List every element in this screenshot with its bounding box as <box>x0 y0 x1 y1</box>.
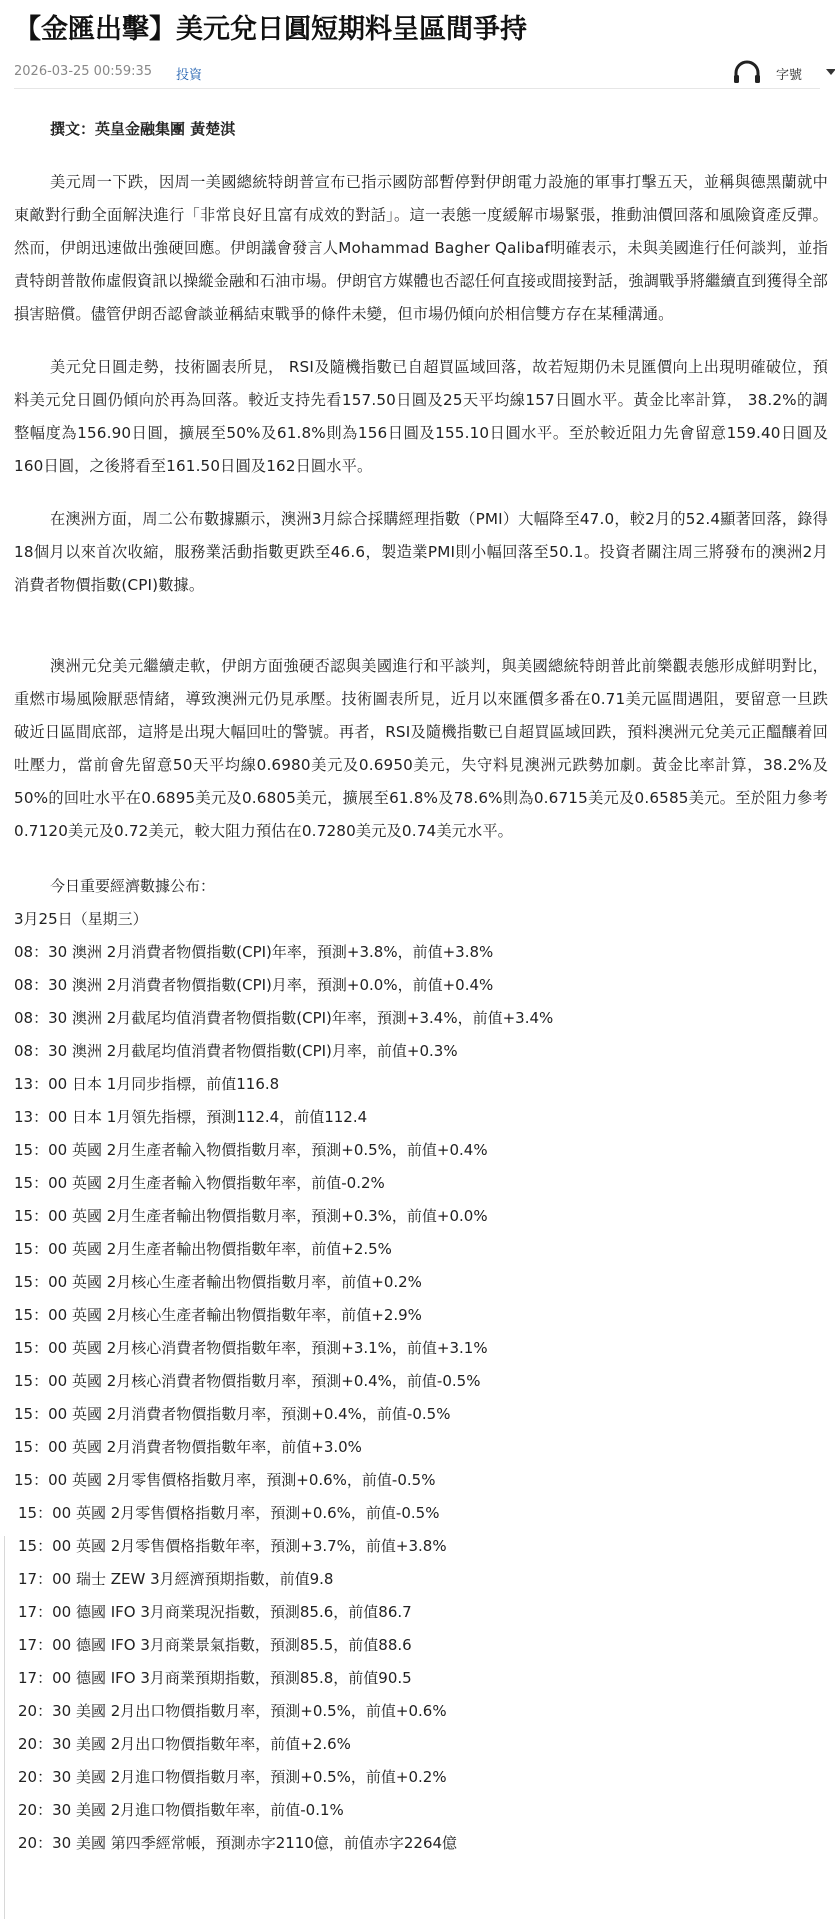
paragraph: 美元兌日圓走勢，技術圖表所見， RSI及隨機指數已自超買區域回落，故若短期仍未見匯價向上出現明確破位，預料美元兌日圓仍傾向於再為回落。較近支持先看157.50日圓及25天平均線157日圓水平。黃金比率計算， 38.2%的調整幅度為156.90日圓，擴展至50%及61.8%則為156日圓及155.10日圓水平。至於較近阻力先會留意159.40日圓及160日圓，之後將看至161.50日圓及162日圓水平。 <box>14 358 828 475</box>
event-item: 08：30 澳洲 2月截尾均值消費者物價指數(CPI)年率，預測+3.4%，前值+3.4% <box>14 1009 554 1027</box>
headphones-icon[interactable] <box>732 60 762 84</box>
event-item: 15：00 英國 2月零售價格指數月率，預測+0.6%，前值-0.5% <box>14 1471 436 1489</box>
event-item: 15：00 英國 2月核心生產者輸出物價指數年率，前值+2.9% <box>14 1306 422 1324</box>
event-item: 13：00 日本 1月領先指標，預測112.4，前值112.4 <box>14 1108 368 1126</box>
paragraph: 美元周一下跌，因周一美國總統特朗普宣布已指示國防部暫停對伊朗電力設施的軍事打擊五天，並稱與德黑蘭就中東敵對行動全面解決進行「非常良好且富有成效的對話」。這一表態一度緩解市場緊張，推動油價回落和風險資產反彈。然而，伊朗迅速做出強硬回應。伊朗議會發言人Mohammad Bagher Qalibaf明確表示，未與美國進行任何談判，並指責特朗普散佈虛假資訊以操縱金融和石油市場。伊朗官方媒體也否認任何直接或間接對話，強調戰爭將繼續直到獲得全部損害賠償。儘管伊朗否認會談並稱結束戰爭的條件未變，但市場仍傾向於相信雙方存在某種溝通。 <box>14 173 828 323</box>
chevron-down-icon[interactable] <box>826 69 835 75</box>
font-size-selector[interactable]: 字號 <box>776 68 803 83</box>
event-item: 17：00 德國 IFO 3月商業現況指數，預測85.6，前值86.7 <box>18 1603 412 1621</box>
event-item: 08：30 澳洲 2月消費者物價指數(CPI)月率，預測+0.0%，前值+0.4% <box>14 976 494 994</box>
event-item: 15：00 英國 2月零售價格指數月率，預測+0.6%，前值-0.5% <box>18 1504 440 1522</box>
event-item: 15：00 英國 2月零售價格指數年率，預測+3.7%，前值+3.8% <box>18 1537 447 1555</box>
event-item: 08：30 澳洲 2月消費者物價指數(CPI)年率，預測+3.8%，前值+3.8% <box>14 943 494 961</box>
category-tag-link[interactable]: 投資 <box>176 68 203 83</box>
event-item: 08：30 澳洲 2月截尾均值消費者物價指數(CPI)月率，前值+0.3% <box>14 1042 458 1060</box>
event-item: 15：00 英國 2月核心消費者物價指數年率，預測+3.1%，前值+3.1% <box>14 1339 488 1357</box>
event-item: 15：00 英國 2月生產者輸入物價指數月率，預測+0.5%，前值+0.4% <box>14 1141 488 1159</box>
article-body <box>14 106 832 1860</box>
event-item: 13：00 日本 1月同步指標，前值116.8 <box>14 1075 280 1093</box>
calendar-heading: 今日重要經濟數據公布： <box>50 877 216 895</box>
event-item: 17：00 瑞士 ZEW 3月經濟預期指數，前值9.8 <box>18 1570 334 1588</box>
article-meta-bar <box>14 60 820 89</box>
event-item: 20：30 美國 2月進口物價指數年率，前值-0.1% <box>18 1801 344 1819</box>
event-item: 20：30 美國 第四季經常帳，預測赤字2110億，前值赤字2264億 <box>18 1834 458 1852</box>
event-list <box>14 936 832 1497</box>
divider-line <box>4 1536 5 1919</box>
author-byline: 撰文：英皇金融集團 黃楚淇 <box>50 120 236 138</box>
publish-date: 2026-03-25 00:59:35 <box>14 64 153 79</box>
article-title: 【金匯出擊】美元兌日圓短期料呈區間爭持 <box>14 14 527 45</box>
event-item: 17：00 德國 IFO 3月商業預期指數，預測85.8，前值90.5 <box>18 1669 412 1687</box>
event-item: 15：00 英國 2月生產者輸出物價指數年率，前值+2.5% <box>14 1240 392 1258</box>
event-item: 15：00 英國 2月生產者輸入物價指數年率，前值-0.2% <box>14 1174 385 1192</box>
event-item: 20：30 美國 2月出口物價指數年率，前值+2.6% <box>18 1735 351 1753</box>
event-item: 15：00 英國 2月生產者輸出物價指數月率，預測+0.3%，前值+0.0% <box>14 1207 488 1225</box>
paragraph: 在澳洲方面，周二公布數據顯示，澳洲3月綜合採購經理指數（PMI）大幅降至47.0，較2月的52.4顯著回落，錄得18個月以來首次收縮，服務業活動指數更跌至46.6，製造業PMI則小幅回落至50.1。投資者關注周三將發布的澳洲2月消費者物價指數(CPI)數據。 <box>14 510 828 594</box>
event-list-indented <box>14 1497 832 1860</box>
event-item: 15：00 英國 2月消費者物價指數月率，預測+0.4%，前值-0.5% <box>14 1405 451 1423</box>
event-item: 15：00 英國 2月消費者物價指數年率，前值+3.0% <box>14 1438 362 1456</box>
event-item: 20：30 美國 2月進口物價指數月率，預測+0.5%，前值+0.2% <box>18 1768 447 1786</box>
calendar-date: 3月25日（星期三） <box>14 910 148 928</box>
event-item: 17：00 德國 IFO 3月商業景氣指數，預測85.5，前值88.6 <box>18 1636 412 1654</box>
paragraph: 澳洲元兌美元繼續走軟，伊朗方面強硬否認與美國進行和平談判，與美國總統特朗普此前樂觀表態形成鮮明對比，重燃市場風險厭惡情緒，導致澳洲元仍見承壓。技術圖表所見，近月以來匯價多番在0.71美元區間遇阻，要留意一旦跌破近日區間底部，這將是出現大幅回吐的警號。再者，RSI及隨機指數已自超買區域回跌，預料澳洲元兌美元正醞釀着回吐壓力，當前會先留意50天平均線0.6980美元及0.6950美元，失守料見澳洲元跌勢加劇。黃金比率計算，38.2%及50%的回吐水平在0.6895美元及0.6805美元，擴展至61.8%及78.6%則為0.6715美元及0.6585美元。至於阻力參考0.7120美元及0.72美元，較大阻力預估在0.7280美元及0.74美元水平。 <box>14 657 828 840</box>
event-item: 15：00 英國 2月核心消費者物價指數月率，預測+0.4%，前值-0.5% <box>14 1372 481 1390</box>
event-item: 20：30 美國 2月出口物價指數月率，預測+0.5%，前值+0.6% <box>18 1702 447 1720</box>
event-item: 15：00 英國 2月核心生產者輸出物價指數月率，前值+0.2% <box>14 1273 422 1291</box>
